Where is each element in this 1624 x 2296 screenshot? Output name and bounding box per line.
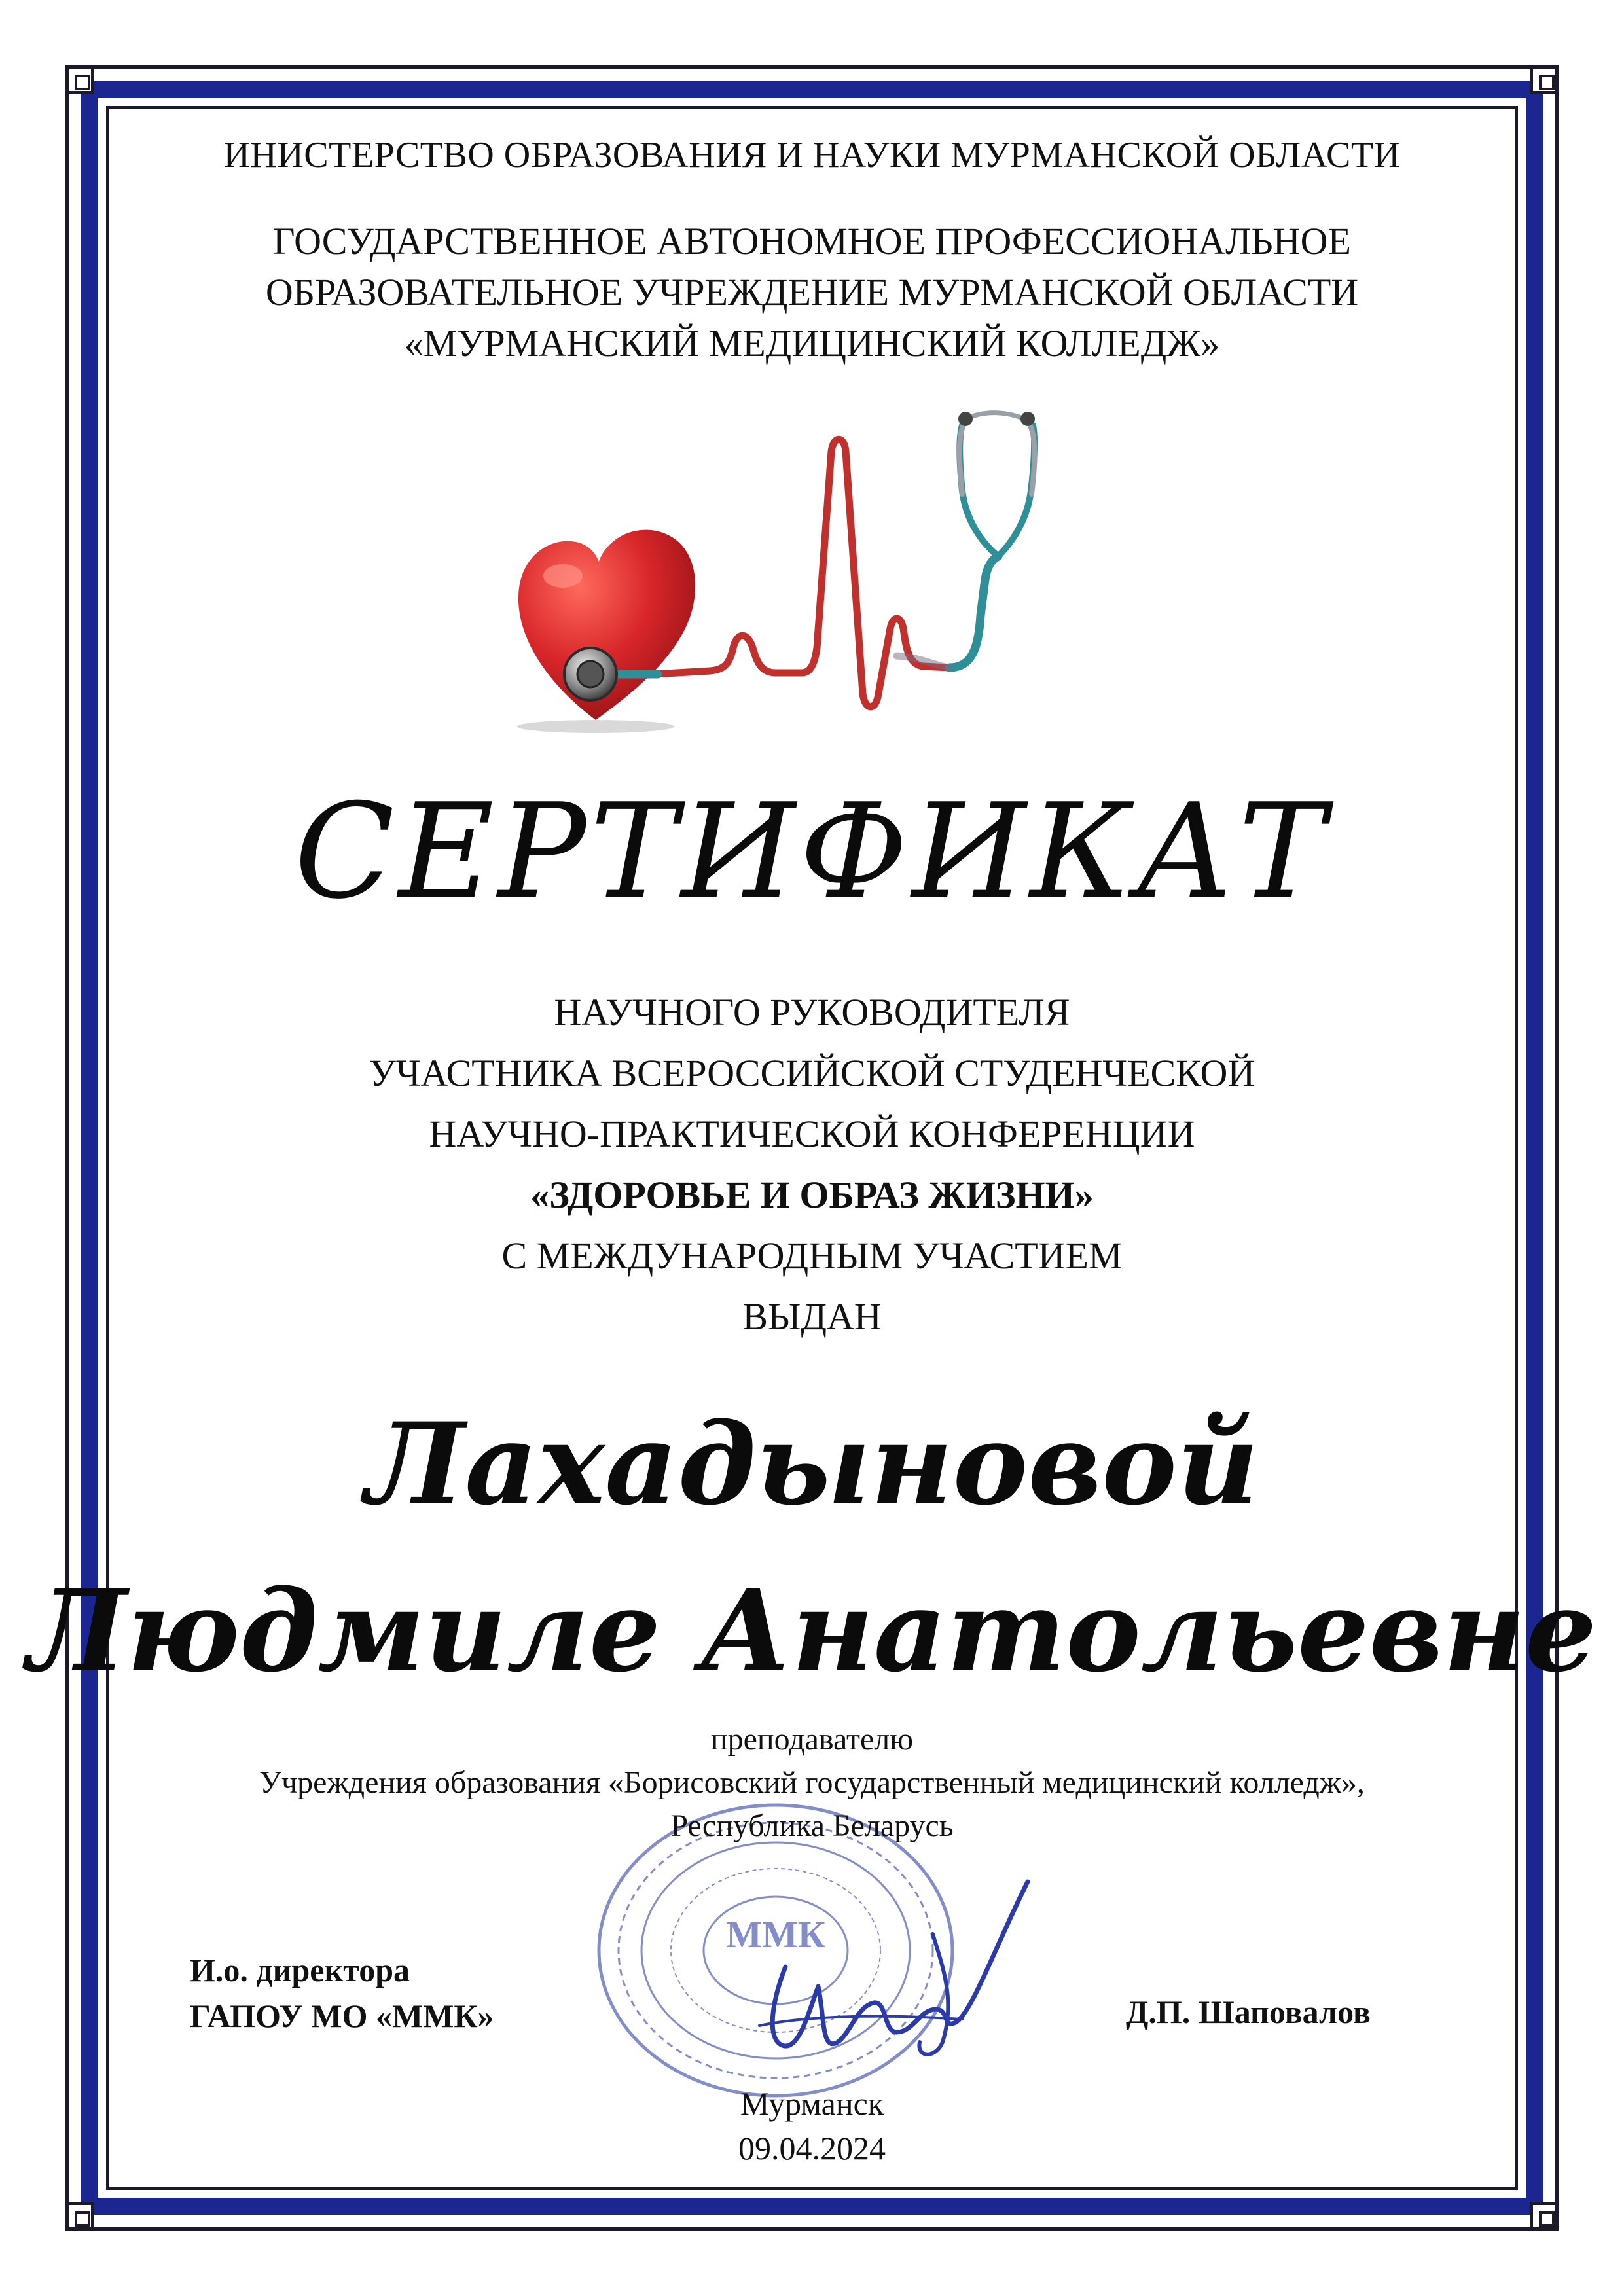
body-line-6: ВЫДАН	[742, 1295, 882, 1338]
recipient-surname: Лахадыновой	[365, 1397, 1259, 1530]
handwritten-signature	[746, 1869, 1034, 2078]
recipient-organization: Учреждения образования «Борисовский государственный медицинский колледж»,	[259, 1765, 1365, 1800]
conference-name: «ЗДОРОВЬЕ И ОБРАЗ ЖИЗНИ»	[530, 1174, 1094, 1216]
body-line-1: НАУЧНОГО РУКОВОДИТЕЛЯ	[554, 991, 1070, 1033]
issue-date: 09.04.2024	[738, 2130, 886, 2166]
certificate-title: СЕРТИФИКАТ	[294, 776, 1330, 928]
body-line-5: С МЕЖДУНАРОДНЫМ УЧАСТИЕМ	[501, 1234, 1123, 1277]
stamp-text: ММК	[726, 1913, 825, 1956]
signatory-role-line-2: ГАПОУ МО «ММК»	[190, 1998, 494, 2034]
certificate-body	[0, 982, 1624, 1347]
ministry-heading: ИНИСТЕРСТВО ОБРАЗОВАНИЯ И НАУКИ МУРМАНСКОЙ ОБЛАСТИ	[223, 135, 1401, 175]
institution-heading	[0, 216, 1624, 369]
signatory-name: Д.П. Шаповалов	[1126, 1994, 1371, 2030]
body-line-2: УЧАСТНИКА ВСЕРОССИЙСКОЙ СТУДЕНЧЕСКОЙ	[369, 1052, 1255, 1094]
signatory-role	[190, 1947, 494, 2039]
recipient-position: преподавателю	[710, 1722, 914, 1757]
recipient-country: Республика Беларусь	[670, 1808, 954, 1843]
body-line-3: НАУЧНО-ПРАКТИЧЕСКОЙ КОНФЕРЕНЦИИ	[429, 1113, 1195, 1155]
frame-corner-top-left	[65, 65, 94, 94]
issue-footer	[0, 2081, 1624, 2170]
recipient-given-names: Людмиле Анатольевне	[27, 1564, 1597, 1697]
heart-stethoscope-icon	[504, 399, 1159, 740]
institution-line-1: ГОСУДАРСТВЕННОЕ АВТОНОМНОЕ ПРОФЕССИОНАЛЬНОЕ	[273, 220, 1351, 262]
issue-city: Мурманск	[740, 2085, 884, 2122]
signatory-role-line-1: И.о. директора	[190, 1952, 410, 1988]
institution-line-2: ОБРАЗОВАТЕЛЬНОЕ УЧРЕЖДЕНИЕ МУРМАНСКОЙ ОБЛАСТИ	[265, 271, 1359, 314]
frame-corner-top-right	[1530, 65, 1559, 94]
frame-corner-bottom-right	[1530, 2202, 1559, 2231]
recipient-details	[0, 1718, 1624, 1848]
institution-line-3: «МУРМАНСКИЙ МЕДИЦИНСКИЙ КОЛЛЕДЖ»	[404, 322, 1220, 365]
frame-corner-bottom-left	[65, 2202, 94, 2231]
